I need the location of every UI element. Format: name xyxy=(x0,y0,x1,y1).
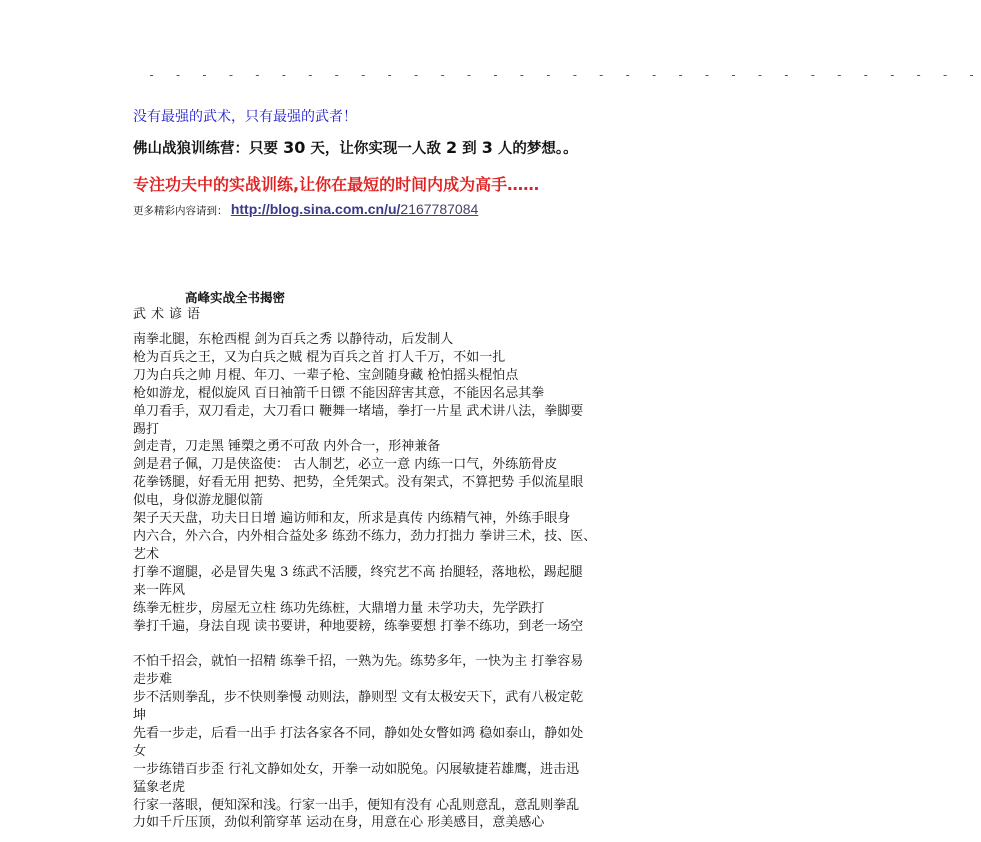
proverb-line: 女 xyxy=(133,743,147,759)
proverb-line: 刀为白兵之帅 月棍、年刀、一辈子枪、宝剑随身藏 枪怕摇头棍怕点 xyxy=(133,367,519,383)
camp-max-opponents: 3 xyxy=(481,138,493,157)
section-title: 武术谚语 xyxy=(133,307,206,322)
proverb-line: 艺术 xyxy=(133,546,160,562)
camp-days: 30 xyxy=(283,138,306,157)
dashed-divider: - - - - - - - - - - - - - - - - - - - - - - - - - - - - - - - - xyxy=(148,68,981,82)
camp-promo xyxy=(133,137,578,158)
proverb-line: 剑走青，刀走黑 锤槊之勇不可敌 内外合一，形神兼备 xyxy=(133,439,441,455)
proverb-line: 行家一落眼，便知深和浅。行家一出手，便知有没有 心乱则意乱，意乱则拳乱 xyxy=(133,797,580,813)
proverb-line: 内六合，外六合，内外相合益处多 练劲不练力，劲力打拙力 拳讲三术，技、医、 xyxy=(133,528,597,544)
camp-promo-text: 天，让你实现一人敌 xyxy=(305,141,446,157)
proverb-line: 架子天天盘，功夫日日增 遍访师和友，所求是真传 内练精气神，外练手眼身 xyxy=(133,511,571,527)
proverb-line: 不怕千招会，就怕一招精 练拳千招，一熟为先。练势多年，一快为主 打拳容易 xyxy=(133,654,584,670)
proverb-line: 打拳不遛腿，必是冒失鬼 3 练武不活腰，终究艺不高 抬腿轻，落地松，踢起腿 xyxy=(133,564,583,580)
proverb-line: 枪为百兵之王，又为白兵之贼 棍为百兵之首 打人千万，不如一扎 xyxy=(133,349,506,365)
proverb-line: 走步难 xyxy=(133,672,173,688)
camp-promo-text: 到 xyxy=(457,141,482,157)
tagline: 没有最强的武术，只有最强的武者！ xyxy=(133,109,357,125)
proverb-line: 南拳北腿，东枪西棍 剑为百兵之秀 以静待动，后发制人 xyxy=(133,332,454,347)
more-content-line xyxy=(133,201,478,218)
proverb-line: 花拳锈腿，好看无用 把势、把势，全凭架式。没有架式，不算把势 手似流星眼 xyxy=(133,475,584,491)
proverb-line: 力如千斤压顶，劲似利箭穿革 运动在身，用意在心 形美感目，意美感心 xyxy=(133,815,545,831)
proverb-line xyxy=(133,635,745,653)
camp-min-opponents: 2 xyxy=(445,138,458,157)
proverb-line: 枪如游龙，棍似旋风 百日袖箭千日镖 不能因辞害其意，不能因名忌其拳 xyxy=(133,385,545,401)
proverb-line: 猛象老虎 xyxy=(133,779,186,795)
document-title: 高峰实战全书揭密 xyxy=(185,290,286,305)
camp-promo-text: 人的梦想。。 xyxy=(492,141,578,157)
camp-promo-text: 佛山战狼训练营：只要 xyxy=(133,141,284,157)
focus-slogan: 专注功夫中的实战训练,让你在最短的时间内成为高手…… xyxy=(133,175,540,194)
proverb-line: 剑是君子佩，刀是侠盗使： 古人制艺，必立一意 内练一口气，外练筋骨皮 xyxy=(133,457,558,473)
proverb-line: 来一阵风 xyxy=(133,582,186,598)
proverb-line: 先看一步走，后看一出手 打法各家各不同，静如处女瞥如鸿 稳如泰山，静如处 xyxy=(133,725,584,741)
proverb-line: 一步练错百步歪 行礼文静如处女，开拳一动如脱兔。闪展敏捷若雄鹰，进击迅 xyxy=(133,761,580,777)
proverb-list xyxy=(133,331,745,832)
proverb-line: 单刀看手，双刀看走，大刀看口 鞭舞一堵墙，拳打一片星 武术讲八法，拳脚要 xyxy=(133,403,584,419)
blog-link-id[interactable]: 2167787084 xyxy=(400,201,479,217)
proverb-line: 拳打千遍，身法自现 读书要讲，种地要耪，练拳要想 打拳不练功，到老一场空 xyxy=(133,618,584,634)
blog-link[interactable]: http://blog.sina.com.cn/u/ xyxy=(230,201,401,217)
proverb-line: 坤 xyxy=(133,708,147,724)
proverb-line: 似电，身似游龙腿似箭 xyxy=(133,493,264,509)
more-content-label: 更多精彩内容请到： xyxy=(133,205,228,217)
proverb-line: 练拳无桩步，房屋无立柱 练功先练桩，大鼎增力量 未学功夫，先学跌打 xyxy=(133,600,545,616)
proverb-line: 踢打 xyxy=(133,421,160,437)
proverb-line: 步不活则拳乱，步不快则拳慢 动则法，静则型 文有太极安天下，武有八极定乾 xyxy=(133,690,584,706)
